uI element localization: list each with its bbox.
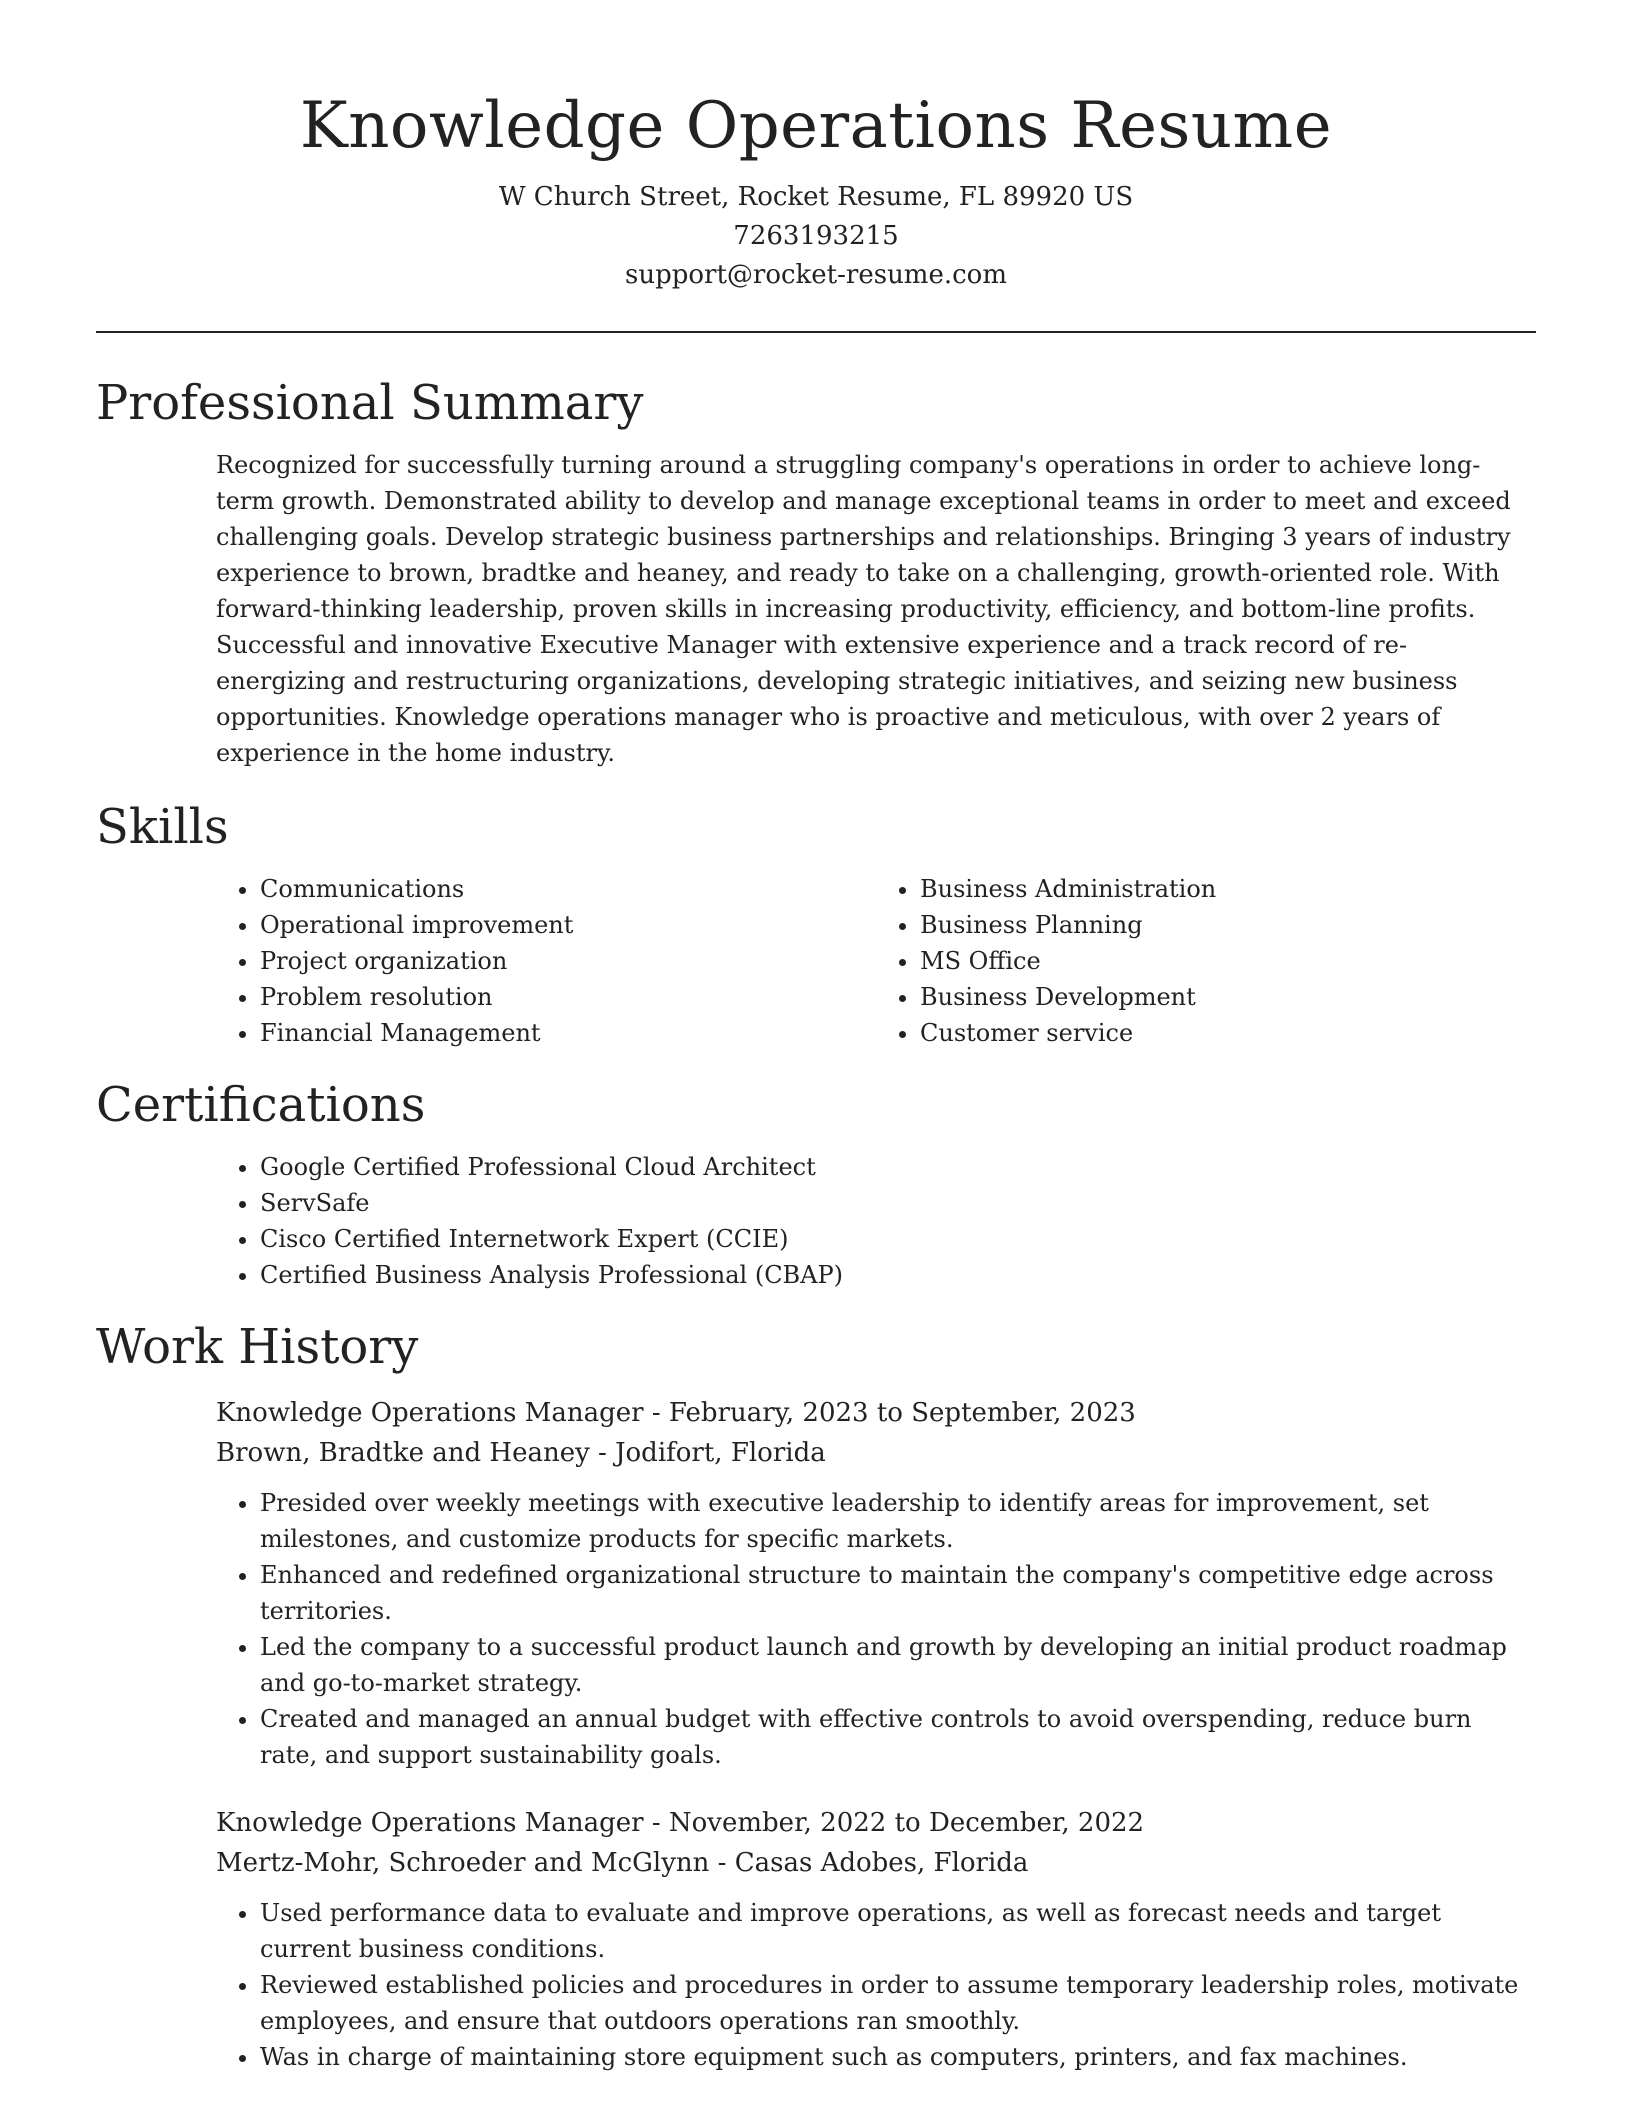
certification-item: • ServSafe (260, 1185, 1536, 1221)
certifications-heading: Certifications (96, 1077, 426, 1133)
skills-heading: Skills (96, 799, 229, 855)
contact-phone: 7263193215 (733, 221, 899, 251)
skill-item: • MS Office (920, 943, 1536, 979)
job-title-dates: Knowledge Operations Manager - February, 2023 to September, 2023 (216, 1398, 1136, 1428)
certification-item: • Cisco Certified Internetwork Expert (CCIE) (260, 1221, 1536, 1257)
job-bullet: • Presided over weekly meetings with executive leadership to identify areas for improvement, set milestones, and customize products for specific markets. (260, 1485, 1536, 1557)
skill-item: • Operational improvement (260, 907, 876, 943)
contact-block (96, 178, 1536, 295)
contact-address: W Church Street, Rocket Resume, FL 89920 US (498, 182, 1134, 212)
work-history-heading: Work History (96, 1319, 419, 1375)
resume-title: Knowledge Operations Resume (299, 89, 1333, 163)
resume-header (96, 0, 1536, 295)
job-entry (216, 1393, 1536, 1773)
certification-item: • Google Certified Professional Cloud Architect (260, 1149, 1536, 1185)
skill-item: • Business Administration (920, 871, 1536, 907)
skill-item: • Business Planning (920, 907, 1536, 943)
certifications-list (216, 1149, 1536, 1293)
job-bullet: • Led the company to a successful product launch and growth by developing an initial product roadmap and go-to-market strategy. (260, 1629, 1536, 1701)
skill-item: • Project organization (260, 943, 876, 979)
skill-item: • Customer service (920, 1015, 1536, 1051)
summary-heading: Professional Summary (96, 375, 644, 431)
job-bullets (216, 1895, 1536, 2075)
job-entry (216, 1803, 1536, 2075)
skills-list-right (876, 871, 1536, 1051)
skill-item: • Financial Management (260, 1015, 876, 1051)
job-bullet: • Reviewed established policies and procedures in order to assume temporary leadership roles, motivate employees, and ensure that outdoors operations ran smoothly. (260, 1967, 1536, 2039)
contact-email: support@rocket-resume.com (624, 260, 1007, 290)
job-company-location: Brown, Bradtke and Heaney - Jodifort, Florida (216, 1438, 826, 1468)
header-divider (96, 331, 1536, 333)
job-bullets (216, 1485, 1536, 1773)
job-bullet: • Used performance data to evaluate and improve operations, as well as forecast needs and target current business conditions. (260, 1895, 1536, 1967)
certification-item: • Certified Business Analysis Professional (CBAP) (260, 1257, 1536, 1293)
skill-item: • Business Development (920, 979, 1536, 1015)
skill-item: • Communications (260, 871, 876, 907)
job-bullet: • Was in charge of maintaining store equipment such as computers, printers, and fax machines. (260, 2039, 1536, 2075)
job-title-dates: Knowledge Operations Manager - November, 2022 to December, 2022 (216, 1808, 1145, 1838)
skills-grid (216, 871, 1536, 1051)
summary-text: Recognized for successfully turning around a struggling company's operations in order to achieve long-term growth. Demonstrated ability to develop and manage exceptional teams in order to meet and exceed challenging goals. Develop strategic business partnerships and relationships. Bringing 3 years of industry experience to brown, bradtke and heaney, and ready to take on a challenging, growth-oriented role. With forward-thinking leadership, proven skills in increasing productivity, efficiency, and bottom-line profits. Successful and innovative Executive Manager with extensive experience and a track record of re-energizing and restructuring organizations, developing strategic initiatives, and seizing new business opportunities. Knowledge operations manager who is proactive and meticulous, with over 2 years of experience in the home industry. (216, 451, 1511, 767)
job-bullet: • Enhanced and redefined organizational structure to maintain the company's competitive edge across territories. (260, 1557, 1536, 1629)
skills-list-left (216, 871, 876, 1051)
job-company-location: Mertz-Mohr, Schroeder and McGlynn - Casas Adobes, Florida (216, 1848, 1029, 1878)
job-bullet: • Created and managed an annual budget with effective controls to avoid overspending, reduce burn rate, and support sustainability goals. (260, 1701, 1536, 1773)
skill-item: • Problem resolution (260, 979, 876, 1015)
resume-page (96, 0, 1536, 2075)
